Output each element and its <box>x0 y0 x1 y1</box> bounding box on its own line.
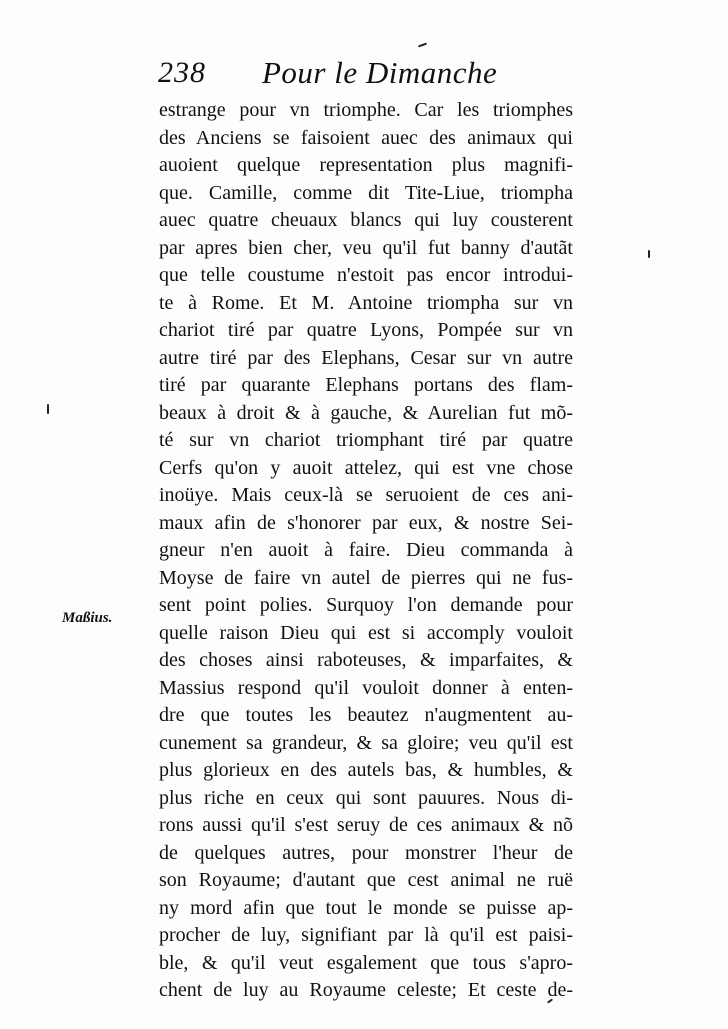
text-line: procher de luy, signifiant par là qu'il est paisi- <box>159 924 573 946</box>
text-line: de quelques autres, pour monstrer l'heur de <box>159 841 573 864</box>
text-line: que. Camille, comme dit Tite-Liue, triompha <box>159 181 573 204</box>
text-line: sent point polies. Surquoy l'on demande pour <box>159 594 573 616</box>
text-line: maux afin de s'honorer par eux, & nostre Sei- <box>159 511 573 534</box>
text-line: son Royaume; d'autant que cest animal ne ruë <box>159 869 573 891</box>
text-line: des choses ainsi raboteuses, & imparfaites, & <box>159 649 573 671</box>
text-line: auoient quelque representation plus magnifi- <box>159 154 573 176</box>
text-line: autre tiré par des Elephans, Cesar sur vn autre <box>159 346 573 369</box>
text-line: beaux à droit & à gauche, & Aurelian fut mõ- <box>159 401 573 424</box>
text-line: Massius respond qu'il vouloit donner à enten- <box>159 676 573 699</box>
ink-speck <box>47 404 49 414</box>
running-title: Pour le Dimanche <box>262 55 498 90</box>
text-line: auec quatre cheuaux blancs qui luy cousterent <box>159 209 573 231</box>
text-line: plus glorieux en des autels bas, & humbles, & <box>159 759 573 781</box>
text-line: inoüye. Mais ceux-là se seruoient de ces ani- <box>159 484 573 506</box>
page-number: 238 <box>158 56 206 89</box>
text-line: gneur n'en auoit à faire. Dieu commanda à <box>159 539 573 561</box>
page-header <box>158 56 578 96</box>
text-line: que telle coustume n'estoit pas encor introdui- <box>159 264 573 286</box>
text-line: Cerfs qu'on y auoit attelez, qui est vne chose <box>159 456 573 479</box>
text-line: rons aussi qu'il s'est seruy de ces animaux & nõ <box>159 814 573 836</box>
text-line: ble, & qu'il veut esgalement que tous s'apro- <box>159 951 573 974</box>
text-line: cunement sa grandeur, & sa gloire; veu qu'il est <box>159 731 573 754</box>
body-text <box>159 97 573 1005</box>
text-line: estrange pour vn triomphe. Car les triomphes <box>159 99 573 121</box>
text-line: chariot tiré par quatre Lyons, Pompée sur vn <box>159 319 573 341</box>
marginal-note: Maßius. <box>62 610 113 626</box>
ink-speck <box>648 250 650 258</box>
text-line: ny mord afin que tout le monde se puisse ap- <box>159 896 573 919</box>
text-line: quelle raison Dieu qui est si accomply vouloit <box>159 621 573 644</box>
text-line: des Anciens se faisoient auec des animaux qui <box>159 126 573 149</box>
text-line: tiré par quarante Elephans portans des flam- <box>159 374 573 396</box>
text-line: dre que toutes les beautez n'augmentent au- <box>159 704 573 726</box>
ink-speck <box>418 43 427 48</box>
text-line: plus riche en ceux qui sont pauures. Nous di- <box>159 786 573 809</box>
text-line: par apres bien cher, veu qu'il fut banny d'autãt <box>159 236 573 259</box>
text-line: Moyse de faire vn autel de pierres qui ne fus- <box>159 566 573 589</box>
text-line: chent de luy au Royaume celeste; Et ceste de- <box>159 979 573 1001</box>
text-line: te à Rome. Et M. Antoine triompha sur vn <box>159 291 573 314</box>
text-line: té sur vn chariot triomphant tiré par quatre <box>159 429 573 451</box>
